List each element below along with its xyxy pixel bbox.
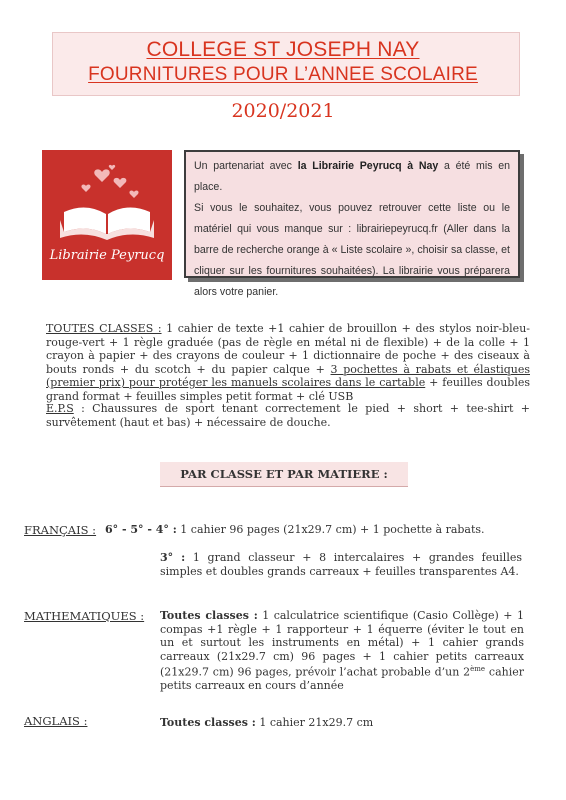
francais-6-5-4: 6° - 5° - 4° : 1 cahier 96 pages (21x29.7 cm) + 1 pochette à rabats. (105, 523, 485, 536)
bookstore-name: la Librairie Peyrucq à Nay (297, 160, 439, 172)
partnership-details: Si vous le souhaitez, vous pouvez retrouver cette liste ou le matériel qui vous manque sur : librairiepeyrucq.fr (Aller dans la barre de recherche orange à « Liste scolaire », choisir sa classe, et cliquer sur les fournitures souhaitées). La librairie vous préparera alors votre panier. (194, 202, 510, 298)
partnership-notice: Un partenariat avec la Librairie Peyrucq à Nay a été mis en place. Si vous le souhaitez, vous pouvez retrouver cette liste ou le matériel qui vous manque sur : librairiepeyrucq.fr (Aller dans la barre de recherche orange à « Liste scolaire », choisir sa classe, et cliquer sur les fournitures souhaitées). La librairie vous préparera alors votre panier. (184, 150, 520, 278)
anglais-supplies: Toutes classes : 1 cahier 21x29.7 cm (160, 716, 374, 729)
all-classes-label: TOUTES CLASSES : (46, 322, 162, 335)
page-title: COLLEGE ST JOSEPH NAY (146, 38, 420, 61)
logo-text: Librairie Peyrucq (49, 248, 165, 263)
page-subtitle: FOURNITURES POUR L’ANNEE SCOLAIRE (88, 64, 478, 85)
all-classes-supplies: TOUTES CLASSES : 1 cahier de texte +1 cahier de brouillon + des stylos noir-bleu-rouge-vert + 1 règle graduée (pas de règle en métal ni de flexible) + de la colle + 1 crayon à papier + des crayons de couleur + 1 dictionnaire de poche + des ciseaux à bouts ronds + du scotch + du papier calque + 3 pochettes à rabats et élastiques (premier prix) pour protéger les manuels scolaires dans le cartable + feuilles doubles grand format + feuilles simples petit format + clé USB (46, 322, 530, 403)
school-year: 2020/2021 (231, 100, 335, 122)
section-heading: PAR CLASSE ET PAR MATIERE : (160, 462, 408, 487)
maths-supplies: Toutes classes : 1 calculatrice scientifique (Casio Collège) + 1 compas +1 règle + 1 rapporteur + 1 équerre (éviter le tout en un et surtout les instruments en métal) + 1 cahier grands carreaux (21x29.7 cm) 96 pages + 1 cahier petits carreaux (21x29.7 cm) 96 pages, prévoir l’achat probable d’un 2ème cahier petits carreaux en cours d’année (160, 609, 524, 693)
maths-label: MATHEMATIQUES : (24, 609, 145, 623)
bookstore-logo (42, 150, 172, 280)
eps-label: E.P.S (46, 402, 74, 415)
francais-3: 3° : 1 grand classeur + 8 intercalaires + grandes feuilles simples et doubles grands carreaux + feuilles transparentes A4. (160, 551, 523, 578)
eps-supplies: E.P.S : Chaussures de sport tenant correctement le pied + short + tee-shirt + survêtement (haut et bas) + nécessaire de douche. (46, 402, 530, 429)
anglais-label: ANGLAIS : (24, 714, 88, 728)
francais-label: FRANÇAIS : (24, 523, 97, 537)
book-covers-note: 3 pochettes à rabats et élastiques (premier prix) pour protéger les manuels scolaires dans le cartable (46, 362, 530, 389)
